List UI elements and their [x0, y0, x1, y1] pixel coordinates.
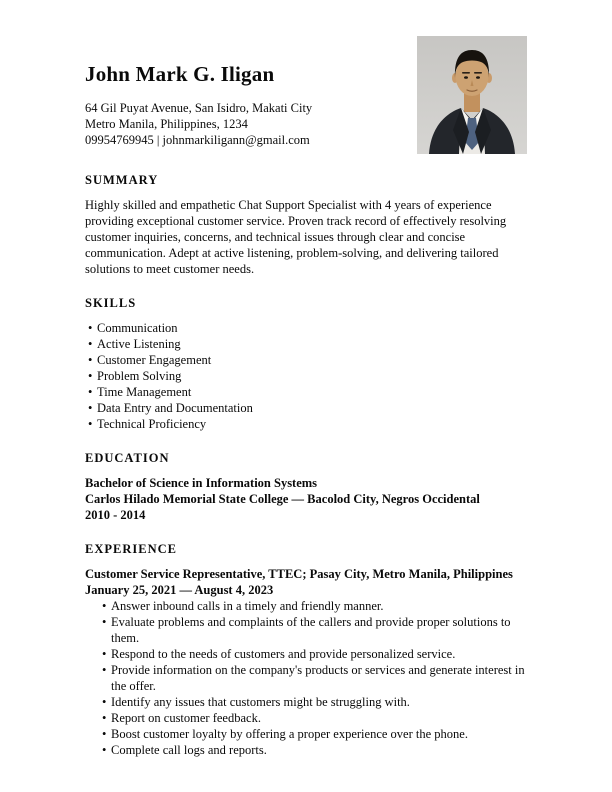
- experience-bullet: • Boost customer loyalty by offering a proper experience over the phone.: [99, 726, 527, 742]
- summary-heading: SUMMARY: [85, 173, 159, 187]
- skill-item: • Technical Proficiency: [85, 416, 527, 432]
- education-heading: EDUCATION: [85, 451, 170, 465]
- skill-item: • Active Listening: [85, 336, 527, 352]
- skills-section: [85, 296, 527, 432]
- experience-bullet: • Answer inbound calls in a timely and friendly manner.: [99, 598, 527, 614]
- profile-photo-illustration: [417, 36, 527, 154]
- education-degree: Bachelor of Science in Information Systems: [85, 476, 318, 490]
- candidate-name: John Mark G. Iligan: [85, 62, 275, 86]
- experience-title: Customer Service Representative, TTEC; Pasay City, Metro Manila, Philippines: [85, 567, 513, 581]
- experience-dates: January 25, 2021 — August 4, 2023: [85, 583, 274, 597]
- skill-item: • Customer Engagement: [85, 352, 527, 368]
- experience-bullet: • Identify any issues that customers might be struggling with.: [99, 694, 527, 710]
- skill-item: • Communication: [85, 320, 527, 336]
- education-years: 2010 - 2014: [85, 508, 146, 522]
- summary-text: Highly skilled and empathetic Chat Support Specialist with 4 years of experience providing exceptional customer service. Proven track record of effectively resolving customer inquiries, concerns, and technical issues through clear and concise communication. Adept at active listening, problem-solving, and delivering tailored solutions to meet customer needs.: [85, 198, 507, 276]
- experience-bullet: • Report on customer feedback.: [99, 710, 527, 726]
- experience-bullet: • Provide information on the company's products or services and generate interest in the offer.: [99, 662, 527, 694]
- education-section: [85, 451, 527, 523]
- experience-bullet-list: [99, 598, 527, 758]
- skill-item: • Problem Solving: [85, 368, 527, 384]
- skills-heading: SKILLS: [85, 296, 137, 310]
- header-text-block: [85, 36, 312, 148]
- experience-bullet: • Complete call logs and reports.: [99, 742, 527, 758]
- resume-header: [85, 36, 527, 154]
- summary-section: [85, 173, 527, 277]
- skill-item: • Data Entry and Documentation: [85, 400, 527, 416]
- experience-heading: EXPERIENCE: [85, 542, 177, 556]
- education-school: Carlos Hilado Memorial State College — Bacolod City, Negros Occidental: [85, 492, 480, 506]
- skill-item: • Time Management: [85, 384, 527, 400]
- address-line-2: Metro Manila, Philippines, 1234: [85, 117, 248, 131]
- profile-photo: [417, 36, 527, 154]
- experience-section: [85, 542, 527, 758]
- address-line-1: 64 Gil Puyat Avenue, San Isidro, Makati City: [85, 101, 313, 115]
- contact-line: 09954769945 | johnmarkiligann@gmail.com: [85, 133, 310, 147]
- skills-list: [85, 320, 527, 432]
- experience-bullet: • Evaluate problems and complaints of the callers and provide proper solutions to them.: [99, 614, 527, 646]
- experience-bullet: • Respond to the needs of customers and provide personalized service.: [99, 646, 527, 662]
